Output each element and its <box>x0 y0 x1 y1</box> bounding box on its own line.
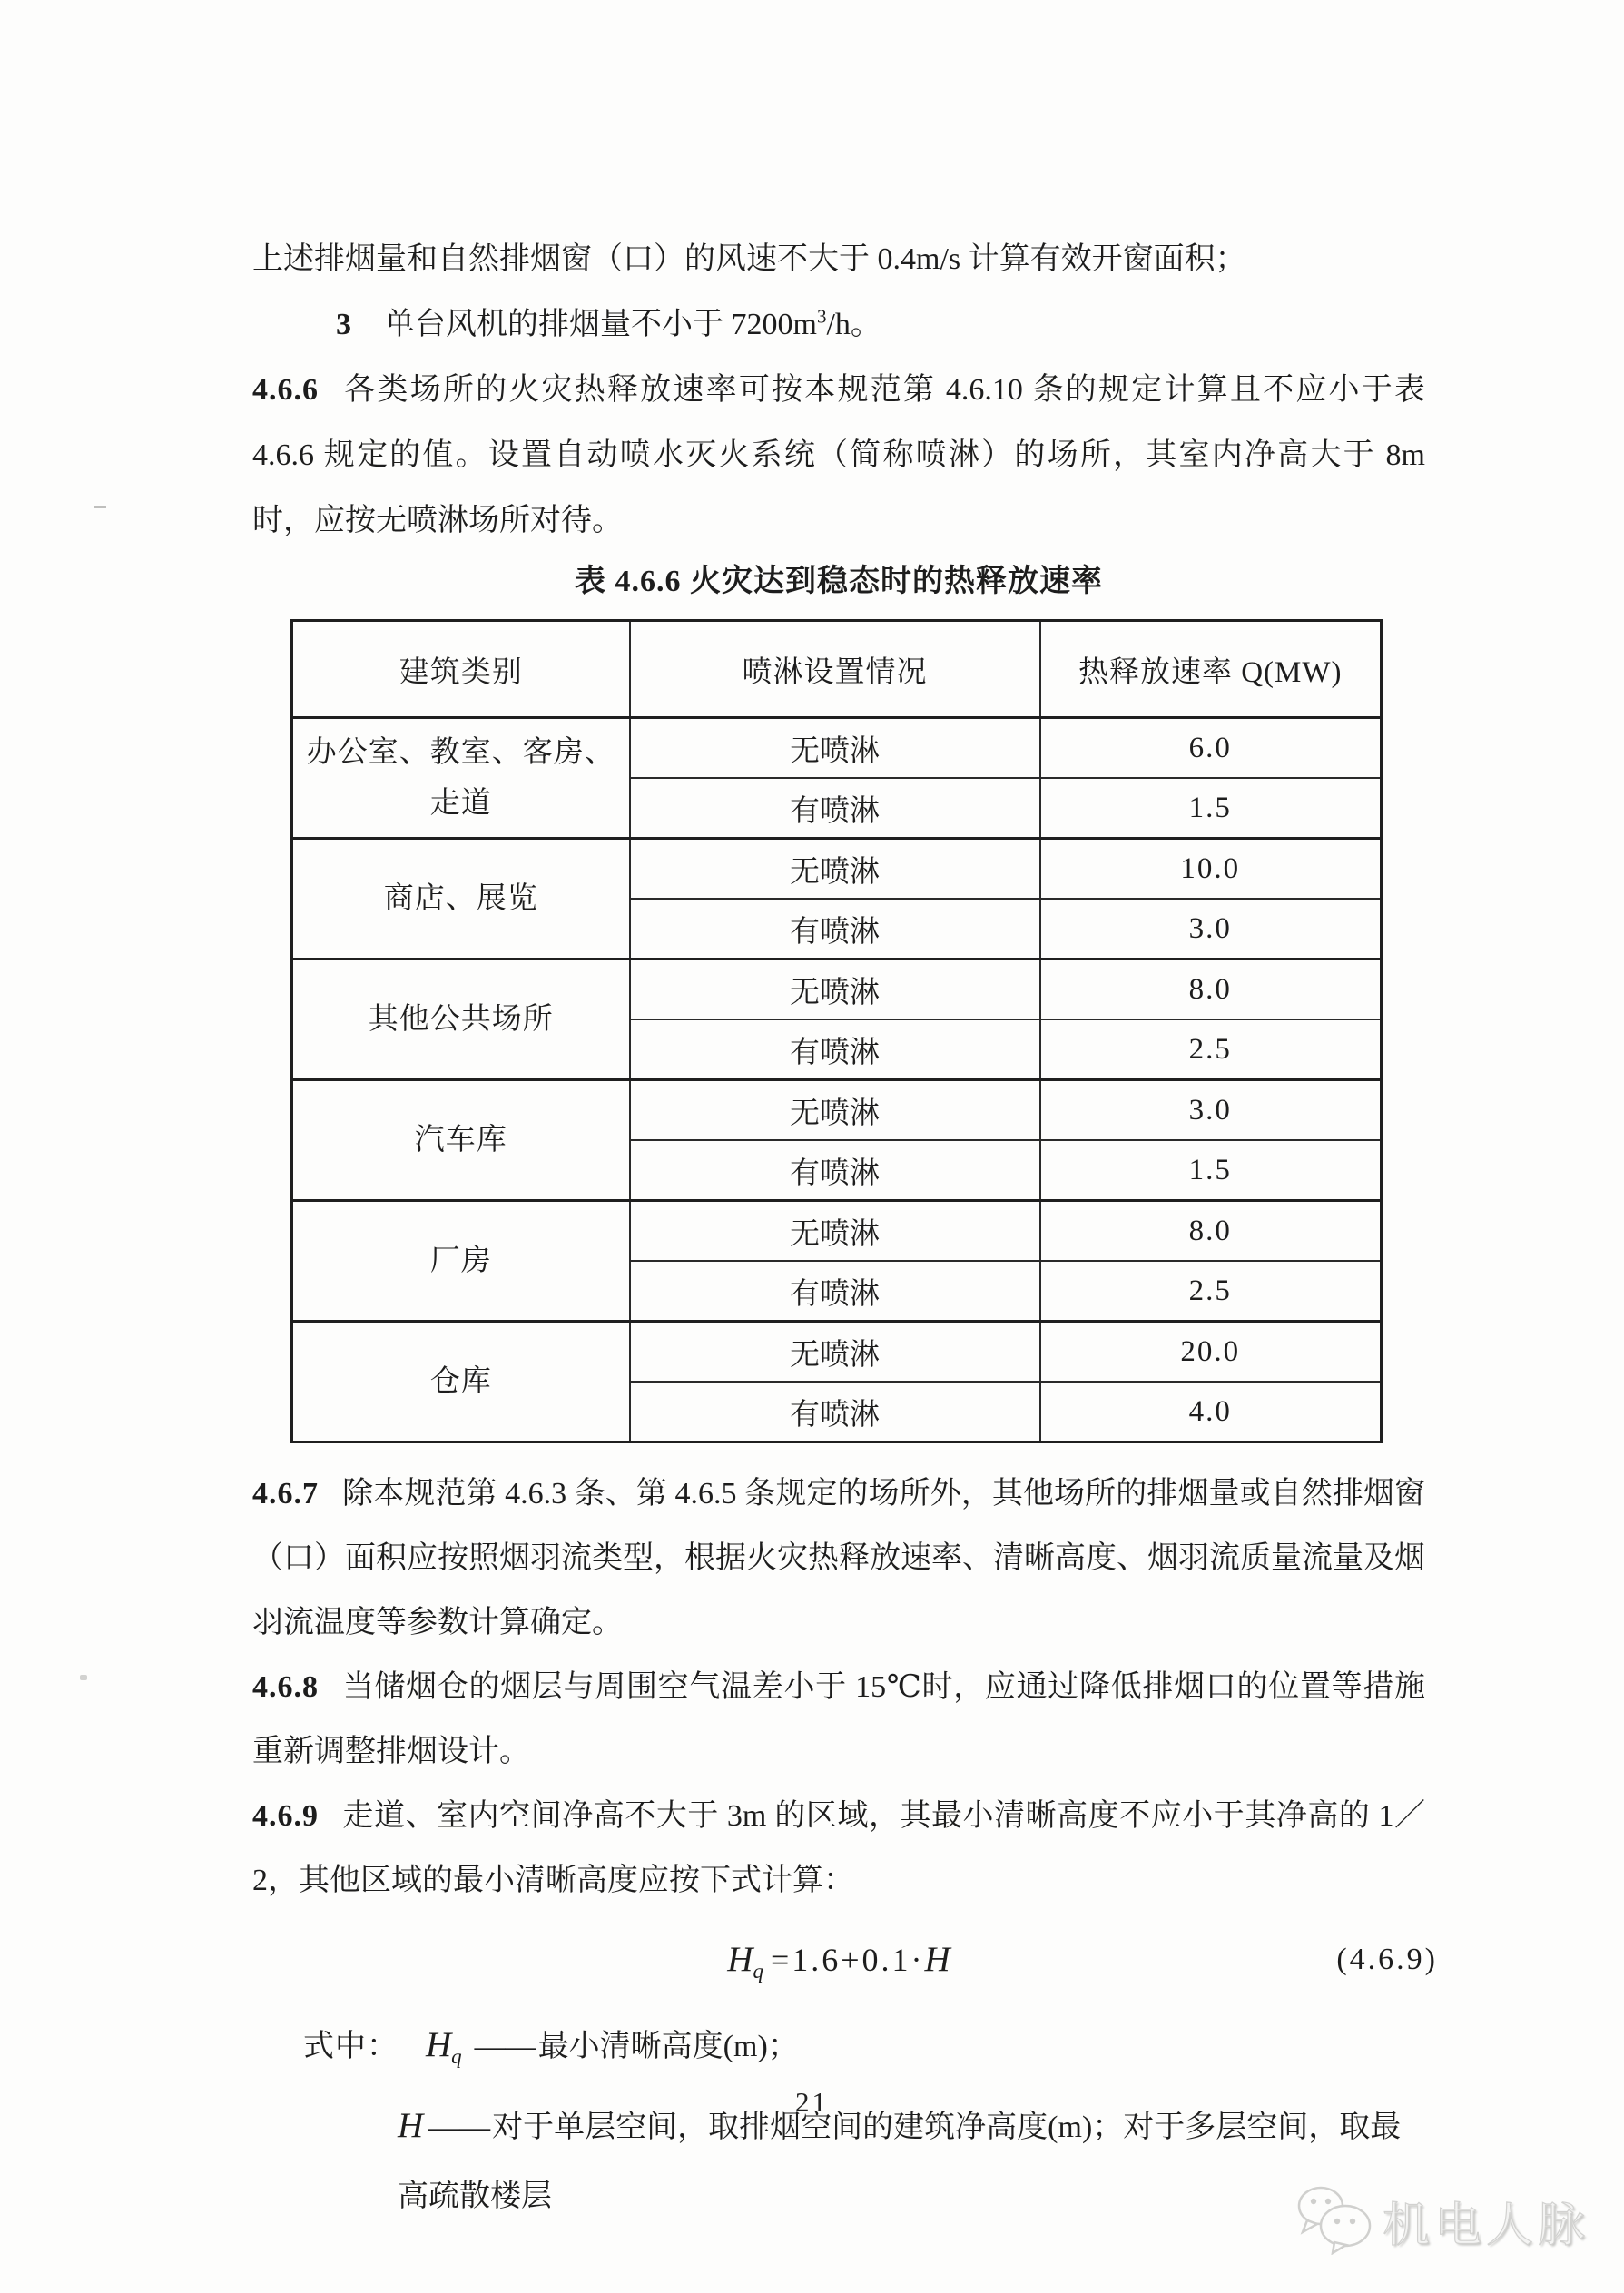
sprinkler-cell: 无喷淋 <box>630 1201 1040 1262</box>
table-row <box>292 1080 1382 1141</box>
sprinkler-cell: 无喷淋 <box>630 960 1040 1020</box>
section-text: 当储烟仓的烟层与周围空气温差小于 15℃时，应通过降低排烟口的位置等措施重新调整排烟设计。 <box>252 1670 1425 1768</box>
q-value-cell: 8.0 <box>1040 1201 1382 1262</box>
q-value-cell: 1.5 <box>1040 1140 1382 1201</box>
section-text: 走道、室内空间净高不大于 3m 的区域，其最小清晰高度不应小于其净高的 1／2，其他区域的最小清晰高度应按下式计算： <box>252 1799 1425 1897</box>
section-4-6-8 <box>252 1655 1425 1784</box>
list-item-text-end: /h。 <box>826 308 881 341</box>
q-value-cell: 2.5 <box>1040 1261 1382 1322</box>
section-text: 除本规范第 4.6.3 条、第 4.6.5 条规定的场所外，其他场所的排烟量或自然排烟窗（口）面积应按照烟羽流类型，根据火灾热释放速率、清晰高度、烟羽流质量流量及烟羽流温度等参数计算确定。 <box>252 1477 1425 1639</box>
q-value-cell: 3.0 <box>1040 1080 1382 1141</box>
formula-variable-h: H <box>924 1940 950 1979</box>
formula-variable-hq: H <box>727 1940 753 1979</box>
category-cell: 厂房 <box>292 1201 630 1322</box>
sprinkler-cell: 有喷淋 <box>630 899 1040 960</box>
column-header-category: 建筑类别 <box>292 621 630 718</box>
sprinkler-cell: 有喷淋 <box>630 778 1040 839</box>
list-item-text: 单台风机的排烟量不小于 7200m <box>384 308 817 341</box>
section-number: 4.6.7 <box>252 1477 319 1511</box>
formula-body: =1.6+0.1· <box>770 1942 925 1978</box>
table-row <box>292 839 1382 900</box>
page-number: 21 <box>795 2086 829 2118</box>
section-4-6-7 <box>252 1461 1425 1655</box>
definition-text: 最小清晰高度(m)； <box>537 2030 799 2063</box>
sprinkler-cell: 无喷淋 <box>630 1322 1040 1383</box>
where-label: 式中： <box>303 2030 399 2063</box>
definition-dash: —— <box>474 2030 536 2063</box>
column-header-heat-release: 热释放速率 Q(MW) <box>1040 621 1382 718</box>
sprinkler-cell: 无喷淋 <box>630 1080 1040 1141</box>
table-row <box>292 1322 1382 1383</box>
definition-dash: —— <box>428 2110 491 2144</box>
section-number: 4.6.8 <box>252 1670 319 1704</box>
sprinkler-cell: 无喷淋 <box>630 839 1040 900</box>
section-4-6-6 <box>252 358 1425 554</box>
table-4-6-6 <box>290 619 1383 1443</box>
definition-subscript-q: q <box>451 2044 462 2068</box>
q-value-cell: 4.0 <box>1040 1382 1382 1442</box>
definition-variable-h: H <box>398 2105 424 2145</box>
sprinkler-cell: 有喷淋 <box>630 1019 1040 1080</box>
list-item-3 <box>252 292 1425 358</box>
definition-hq <box>252 2011 1425 2091</box>
section-number: 4.6.9 <box>252 1799 319 1833</box>
table-row <box>292 718 1382 779</box>
q-value-cell: 1.5 <box>1040 778 1382 839</box>
category-cell: 仓库 <box>292 1322 630 1442</box>
q-value-cell: 2.5 <box>1040 1019 1382 1080</box>
watermark <box>1294 2182 1590 2259</box>
category-cell: 办公室、教室、客房、走道 <box>292 718 630 839</box>
section-4-6-9 <box>252 1784 1425 1913</box>
column-header-sprinkler: 喷淋设置情况 <box>630 621 1040 718</box>
post-table-sections <box>252 1461 1425 1913</box>
section-text: 各类场所的火灾热释放速率可按本规范第 4.6.10 条的规定计算且不应小于表 4.6.6 规定的值。设置自动喷水灭火系统（简称喷淋）的场所，其室内净高大于 8m 时，应按无喷淋场所对待。 <box>252 373 1425 537</box>
table-row <box>292 960 1382 1020</box>
definition-variable-hq: H <box>426 2025 452 2064</box>
q-value-cell: 10.0 <box>1040 839 1382 900</box>
sprinkler-cell: 无喷淋 <box>630 718 1040 779</box>
sprinkler-cell: 有喷淋 <box>630 1140 1040 1201</box>
paragraph-intro <box>252 227 1425 292</box>
q-value-cell: 6.0 <box>1040 718 1382 779</box>
sprinkler-cell: 有喷淋 <box>630 1261 1040 1322</box>
sprinkler-cell: 有喷淋 <box>630 1382 1040 1442</box>
table-row <box>292 1201 1382 1262</box>
section-number: 4.6.6 <box>252 373 319 407</box>
watermark-text: 机电人脉 <box>1382 2200 1590 2252</box>
category-cell: 其他公共场所 <box>292 960 630 1080</box>
q-value-cell: 20.0 <box>1040 1322 1382 1383</box>
table-title: 表 4.6.6 火灾达到稳态时的热释放速率 <box>575 565 1103 598</box>
scan-artifact <box>94 506 106 508</box>
wechat-icon <box>1294 2182 1377 2259</box>
category-cell: 商店、展览 <box>292 839 630 960</box>
category-cell: 汽车库 <box>292 1080 630 1201</box>
formula-subscript-q: q <box>753 1960 763 1983</box>
scan-artifact <box>80 1675 87 1680</box>
definition-text: 对于单层空间，取排烟空间的建筑净高度(m)；对于多层空间，取最高疏散楼层 <box>398 2110 1402 2213</box>
superscript-3: 3 <box>816 305 827 328</box>
document-content <box>252 227 1438 2231</box>
q-value-cell: 3.0 <box>1040 899 1382 960</box>
equation-number: (4.6.9) <box>1336 1943 1438 1976</box>
table-header-row <box>292 621 1382 718</box>
formula-definitions <box>252 2011 1425 2231</box>
equation-4-6-9 <box>252 1924 1438 1996</box>
list-item-number: 3 <box>336 308 351 341</box>
q-value-cell: 8.0 <box>1040 960 1382 1020</box>
paragraph-intro-text: 上述排烟量和自然排烟窗（口）的风速不大于 0.4m/s 计算有效开窗面积； <box>252 242 1246 276</box>
